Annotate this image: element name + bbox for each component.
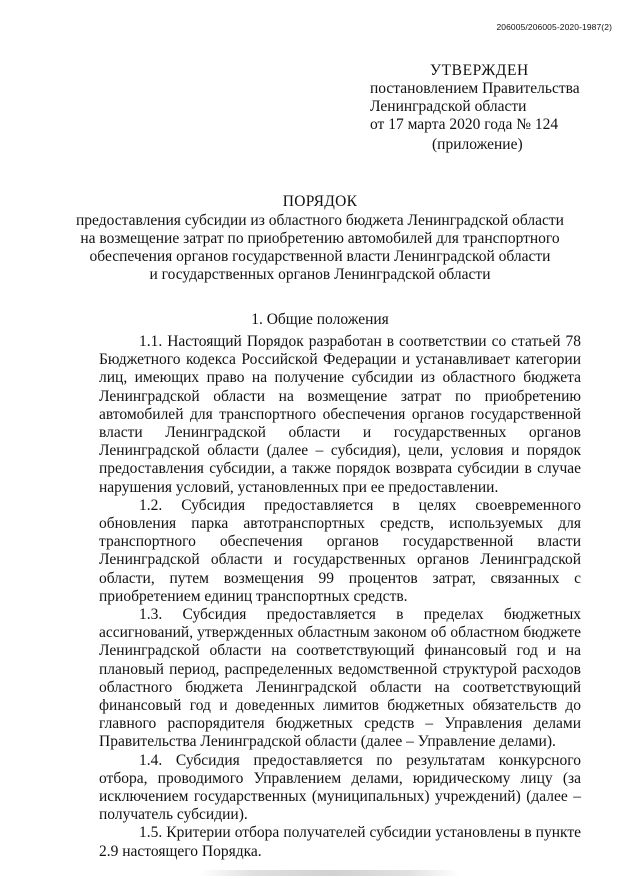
- approval-line: от 17 марта 2020 года № 124: [370, 116, 559, 133]
- title-line: предоставления субсидии из областного бюджета Ленинградской области: [76, 212, 564, 229]
- approval-appendix: (приложение): [432, 136, 523, 153]
- paragraph: 1.2. Субсидия предоставляется в целях своевременного обновления парка автотранспортных средств, используемых для транспортного обеспечения органов государственной власти Ленинградской области и государственных органов Ленинградской области, путем возмещения 99 процентов затрат, связанных с приобретением единиц транспортных средств.: [99, 496, 581, 605]
- title-line: на возмещение затрат по приобретению автомобилей для транспортного: [80, 230, 560, 247]
- title-main: ПОРЯДОК: [282, 193, 358, 210]
- paragraph: 1.4. Субсидия предоставляется по результатам конкурсного отбора, проводимого Управлением делами, юридическому лицу (за исключением государственных (муниципальных) учреждений) (далее – получатель субсидии).: [99, 751, 581, 824]
- approval-line: Ленинградской области: [370, 98, 527, 115]
- section-heading: 1. Общие положения: [251, 311, 389, 328]
- title-line: и государственных органов Ленинградской области: [149, 266, 491, 283]
- paragraph: 1.1. Настоящий Порядок разработан в соответствии со статьей 78 Бюджетного кодекса Российской Федерации и устанавливает категории лиц, имеющих право на получение субсидии из областного бюджета Ленинградской области на возмещение затрат по приобретению автомобилей для транспортного обеспечения органов государственной власти Ленинградской области и государственных органов Ленинградской области (далее – субсидия), цели, условия и порядок предоставления субсидии, а также порядок возврата субсидии в случае нарушения условий, установленных при ее предоставлении.: [99, 333, 581, 496]
- paragraph: 1.5. Критерии отбора получателей субсидии установлены в пункте 2.9 настоящего Порядка.: [99, 824, 581, 860]
- paragraph: 1.3. Субсидия предоставляется в пределах бюджетных ассигнований, утвержденных областным законом об областном бюджете Ленинградской области на соответствующий финансовый год и на плановый период, распределенных ведомственной структурой расходов областного бюджета Ленинградской области на соответствующий финансовый год и доведенных лимитов бюджетных обязательств до главного распорядителя бюджетных средств – Управления делами Правительства Ленинградской области (далее – Управление делами).: [99, 606, 581, 751]
- approval-block: [370, 62, 620, 154]
- title-line: обеспечения органов государственной власти Ленинградской области: [89, 248, 551, 265]
- approval-title: УТВЕРЖДЕН: [430, 62, 529, 79]
- document-id: 206005/206005-2020-1987(2): [496, 22, 612, 32]
- section-body: [99, 333, 581, 861]
- approval-line: постановлением Правительства: [370, 80, 580, 97]
- scan-artifact: [200, 870, 460, 876]
- document-title: [0, 193, 640, 284]
